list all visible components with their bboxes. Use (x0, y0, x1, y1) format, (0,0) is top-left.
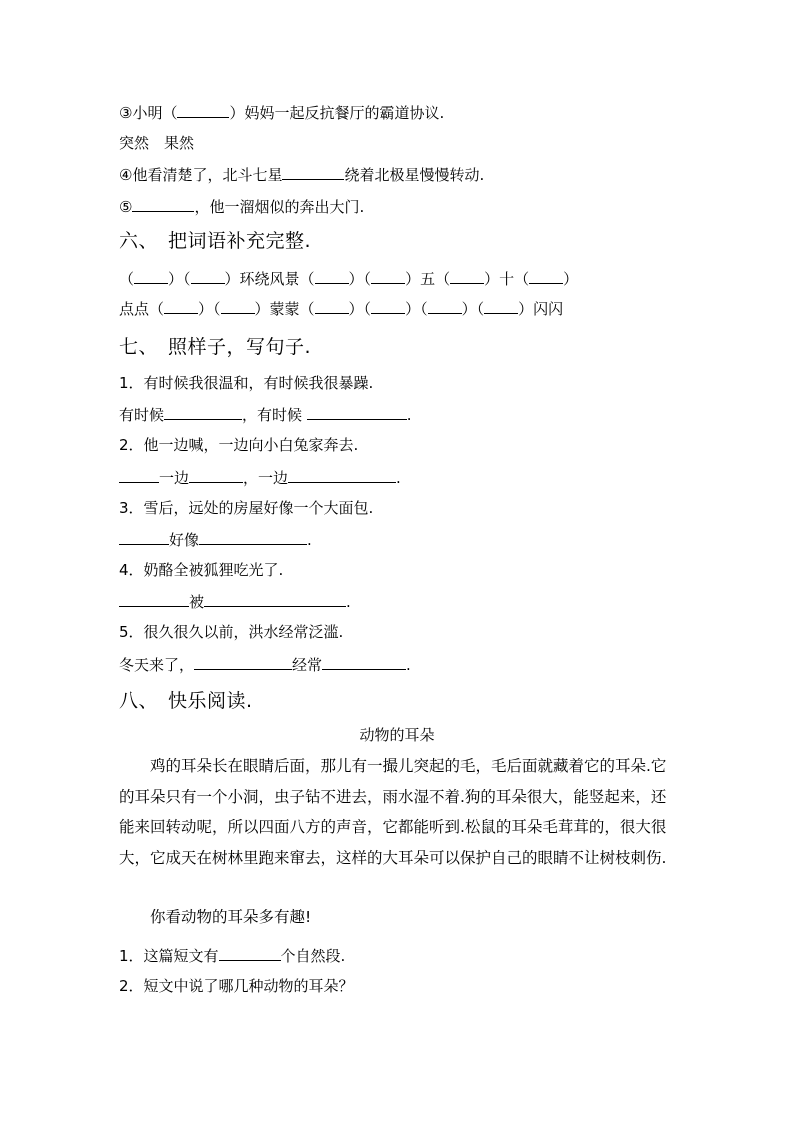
answer-blank[interactable] (371, 298, 405, 314)
section-7-title: 七、 照样子，写句子. (119, 336, 312, 358)
question-5: ⑤ ，他一溜烟似的奔出大门. (119, 198, 365, 216)
answer-line-4: 被 . (119, 591, 351, 612)
answer-blank[interactable] (322, 654, 406, 670)
answer-blank[interactable] (529, 268, 563, 284)
answer-blank[interactable] (428, 298, 462, 314)
example-5: 5．很久很久以前，洪水经常泛滥. (119, 623, 344, 641)
answer-blank[interactable] (164, 404, 242, 420)
example-1: 1．有时候我很温和，有时候我很暴躁. (119, 374, 374, 392)
answer-blank[interactable] (189, 467, 243, 483)
reading-question-1: 1．这篇短文有 个自然段. (119, 947, 346, 965)
answer-blank[interactable] (119, 591, 189, 607)
story-body (119, 751, 679, 873)
answer-blank[interactable] (371, 268, 405, 284)
answer-blank[interactable] (177, 102, 229, 118)
answer-blank[interactable] (315, 298, 349, 314)
story-title: 动物的耳朵 (359, 726, 435, 744)
answer-blank[interactable] (119, 467, 159, 483)
answer-line-3: 好像 . (119, 529, 312, 550)
example-3: 3．雪后，远处的房屋好像一个大面包. (119, 499, 374, 517)
word-options: 突然 果然 (119, 134, 195, 152)
question-4: ④他看清楚了，北斗七星 绕着北极星慢慢转动. (119, 166, 485, 184)
section-8-title: 八、 快乐阅读. (119, 690, 253, 712)
answer-blank[interactable] (132, 196, 194, 212)
answer-blank[interactable] (450, 268, 484, 284)
question-3: ③小明（ ）妈妈一起反抗餐厅的霸道协议. (119, 104, 445, 122)
answer-line-5: 冬天来了， 经常 . (119, 656, 411, 674)
answer-blank[interactable] (282, 164, 344, 180)
answer-blank[interactable] (484, 298, 518, 314)
section-6-title: 六、 把词语补充完整. (119, 230, 312, 252)
answer-blank[interactable] (221, 298, 255, 314)
fill-words-row-2: 点点（ ）（ ）蒙蒙（ ）（ ）（ ）（ ）闪闪 (119, 300, 564, 318)
answer-blank[interactable] (204, 591, 346, 607)
answer-blank[interactable] (199, 529, 307, 545)
answer-blank[interactable] (191, 268, 225, 284)
answer-blank[interactable] (219, 945, 281, 961)
answer-line-2: 一边 ，一边 . (119, 467, 401, 488)
fill-words-row-1: （ ）（ ）环绕风景（ ）（ ）五（ ）十（ ） (119, 270, 579, 288)
answer-blank[interactable] (307, 404, 407, 420)
answer-blank[interactable] (288, 467, 396, 483)
story-ending (119, 907, 679, 927)
example-4: 4．奶酪全被狐狸吃光了. (119, 561, 284, 579)
answer-line-1: 有时候 ，有时候 . (119, 406, 412, 424)
answer-blank[interactable] (194, 654, 292, 670)
answer-blank[interactable] (315, 268, 349, 284)
example-2: 2．他一边喊，一边向小白兔家奔去. (119, 436, 359, 454)
reading-question-2: 2．短文中说了哪几种动物的耳朵？ (119, 977, 354, 995)
story-paragraph-1: 鸡的耳朵长在眼睛后面，那儿有一撮儿突起的毛，毛后面就藏着它的耳朵.它的耳朵只有一个小洞，虫子钻不进去，雨水湿不着.狗的耳朵很大，能竖起来，还能来回转动呢，所以四面八方的声音，它都能听到.松鼠的耳朵毛茸茸的，很大很大，它成天在树林里跑来窜去，这样的大耳朵可以保护自己的眼睛不让树枝刺伤. (119, 757, 667, 867)
answer-blank[interactable] (164, 298, 198, 314)
answer-blank[interactable] (119, 529, 169, 545)
story-paragraph-2: 你看动物的耳朵多有趣! (150, 908, 312, 926)
answer-blank[interactable] (134, 268, 168, 284)
